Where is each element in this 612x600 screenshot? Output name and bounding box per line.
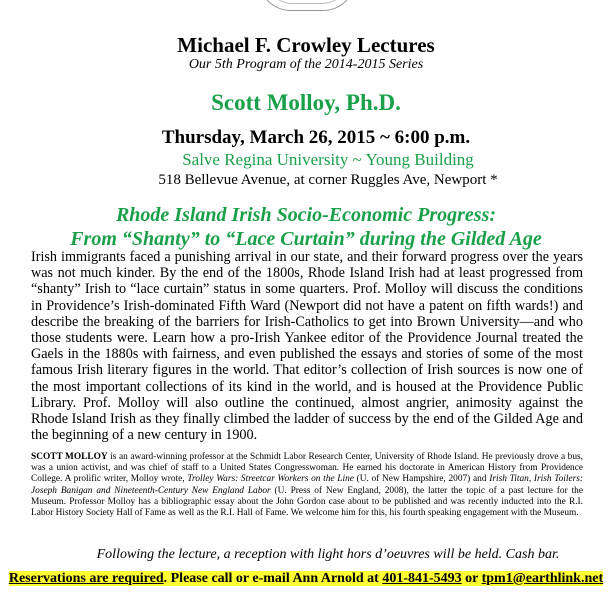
bio-text-2: (U. of New Hampshire, 2007) and xyxy=(353,474,490,485)
bio-text-1: is an award-winning professor at the Schmidt Labor Research Center, University of Rhode Island. He previously drove a bus, was a union activist, and was chief of staff to a United States Congresswoman. He earned his doctorate in American History from Providence College. A prolific writer, Molloy wrote, xyxy=(31,452,583,485)
phone-link[interactable]: 401-841-5493 xyxy=(382,571,462,586)
event-address: 518 Bellevue Avenue, at corner Ruggles Ave, Newport * xyxy=(158,172,498,188)
bio-book-1: Trolley Wars: Streetcar Workers on the Line xyxy=(187,474,354,485)
reservations-or: or xyxy=(461,571,482,586)
talk-title-line1: Rhode Island Irish Socio-Economic Progress: xyxy=(115,204,497,226)
series-subtitle: Our 5th Program of the 2014-2015 Series xyxy=(188,57,424,72)
reception-note: Following the lecture, a reception with light hors d’oeuvres will be held. Cash bar. xyxy=(96,547,560,562)
talk-title xyxy=(0,203,612,251)
reservations-line xyxy=(0,571,612,587)
speaker-bio xyxy=(31,452,583,519)
series-title: Michael F. Crowley Lectures xyxy=(177,33,435,57)
talk-title-line2: From “Shanty” to “Lace Curtain” during the Gilded Age xyxy=(70,228,542,250)
event-datetime: Thursday, March 26, 2015 ~ 6:00 p.m. xyxy=(161,127,471,148)
email-link[interactable]: tpm1@earthlink.net xyxy=(481,571,604,586)
reservations-highlight xyxy=(9,571,603,586)
reservations-text: . Please call or e-mail Ann Arnold at xyxy=(163,571,383,586)
speaker-name: Scott Molloy, Ph.D. xyxy=(211,90,401,115)
bio-text-3: (U. Press of New England, 2008), the latter the topic of a past lecture for the Museum. Professor Molloy has a bibliographic essay about the John Gordon case about to be published and was recently inducted into the R.I. Labor History Society Hall of Fame as well as the R.I. Hall of Fame. We welcome him for this, his fourth speaking engagement with the Museum. xyxy=(31,485,583,519)
reservations-label: Reservations are required xyxy=(8,571,164,586)
bio-book-2: Irish Titan, Irish Toilers: Joseph Banigan and Nineteenth-Century New England Labor xyxy=(31,474,583,496)
talk-abstract: Irish immigrants faced a punishing arrival in our state, and their forward progress over the years was not much kinder. By the end of the 1800s, Rhode Island Irish had at least progressed from “shanty” Irish to “lace curtain” status in some quarters. Prof. Molloy will discuss the conditions in Providence’s Irish-dominated Fifth Ward (Newport did not have a patent on fifth wards!) and describe the breaking of the barriers for Irish-Catholics to get into Brown University—and who those students were. Learn how a pro-Irish Yankee editor of the Providence Journal treated the Gaels in the 1880s with fairness, and even published the essays and stories of some of the most famous Irish literary figures in the world. That editor’s collection of Irish sources is now one of the most important collections of its kind in the world, and is housed at the Providence Public Library. Prof. Molloy will also outline the continued, almost angrier, animosity against the Rhode Island Irish as they finally climbed the ladder of success by the end of the Gilded Age and the beginning of a new century in 1900. xyxy=(31,249,583,444)
bio-name: SCOTT MOLLOY xyxy=(31,452,108,462)
event-venue: Salve Regina University ~ Young Building xyxy=(182,150,474,169)
